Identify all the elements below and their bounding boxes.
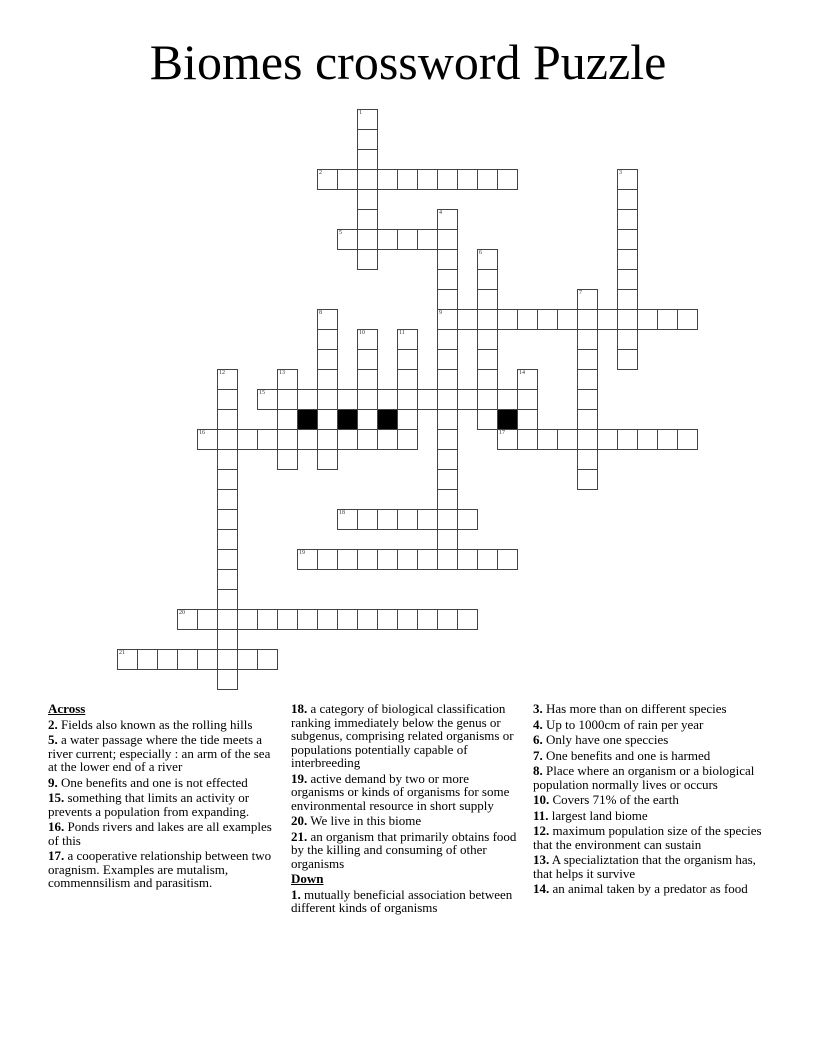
- grid-cell[interactable]: [317, 609, 338, 630]
- grid-cell[interactable]: [217, 469, 238, 490]
- grid-cell[interactable]: [437, 409, 458, 430]
- grid-cell[interactable]: [217, 509, 238, 530]
- grid-cell[interactable]: [617, 229, 638, 250]
- grid-cell[interactable]: [357, 189, 378, 210]
- clue-down-14: 14. an animal taken by a predator as food: [533, 881, 748, 896]
- grid-cell[interactable]: [317, 349, 338, 370]
- grid-cell[interactable]: [357, 389, 378, 410]
- clue-across-9: 9. One benefits and one is not effected: [48, 774, 248, 790]
- grid-cell[interactable]: [437, 529, 458, 550]
- black-cell: [337, 409, 358, 430]
- clue-number: 1: [359, 110, 362, 116]
- grid-cell[interactable]: [217, 429, 238, 450]
- clue-across-16: 16. Ponds rivers and lakes are all examples of this: [48, 819, 272, 848]
- grid-cell[interactable]: [357, 209, 378, 230]
- grid-cell[interactable]: [417, 169, 438, 190]
- grid-cell[interactable]: [437, 169, 458, 190]
- grid-cell[interactable]: [417, 229, 438, 250]
- down-heading: Down: [291, 871, 324, 886]
- grid-cell[interactable]: [417, 389, 438, 410]
- grid-cell[interactable]: [637, 309, 658, 330]
- grid-cell[interactable]: [217, 389, 238, 410]
- grid-cell[interactable]: [577, 389, 598, 410]
- grid-cell[interactable]: [397, 349, 418, 370]
- grid-cell[interactable]: [477, 389, 498, 410]
- grid-cell[interactable]: [337, 429, 358, 450]
- clue-number: 12: [219, 370, 225, 376]
- grid-cell[interactable]: [377, 429, 398, 450]
- grid-cell[interactable]: [337, 389, 358, 410]
- grid-cell[interactable]: [317, 409, 338, 430]
- clues-column-3: [533, 702, 773, 898]
- black-cell: [377, 409, 398, 430]
- grid-cell[interactable]: [577, 329, 598, 350]
- grid-cell[interactable]: [277, 409, 298, 430]
- clue-across-2: 2. Fields also known as the rolling hills: [48, 716, 253, 732]
- grid-cell[interactable]: [437, 249, 458, 270]
- grid-cell[interactable]: [357, 429, 378, 450]
- clue-across-20: 20. We live in this biome: [291, 813, 422, 828]
- grid-cell[interactable]: [457, 509, 478, 530]
- grid-cell[interactable]: [377, 509, 398, 530]
- grid-cell[interactable]: [277, 429, 298, 450]
- grid-cell[interactable]: [577, 409, 598, 430]
- grid-cell[interactable]: [357, 609, 378, 630]
- clue-number: 15: [259, 390, 265, 396]
- grid-cell[interactable]: [217, 629, 238, 650]
- grid-cell[interactable]: [397, 229, 418, 250]
- clue-number: 14: [519, 370, 525, 376]
- clue-number: 3: [619, 170, 622, 176]
- grid-cell[interactable]: [117, 649, 138, 670]
- grid-cell[interactable]: [417, 549, 438, 570]
- grid-cell[interactable]: [617, 289, 638, 310]
- clue-number: 7: [579, 290, 582, 296]
- grid-cell[interactable]: [137, 649, 158, 670]
- grid-cell[interactable]: [497, 309, 518, 330]
- grid-cell[interactable]: [237, 649, 258, 670]
- grid-cell[interactable]: [317, 329, 338, 350]
- grid-cell[interactable]: [497, 389, 518, 410]
- clue-down-11: 11. largest land biome: [533, 807, 648, 823]
- grid-cell[interactable]: [357, 509, 378, 530]
- grid-cell[interactable]: [277, 369, 298, 390]
- grid-cell[interactable]: [217, 669, 238, 690]
- grid-cell[interactable]: [217, 649, 238, 670]
- grid-cell[interactable]: [197, 649, 218, 670]
- clue-number: 20: [179, 610, 185, 616]
- grid-cell[interactable]: [437, 329, 458, 350]
- grid-cell[interactable]: [557, 429, 578, 450]
- grid-cell[interactable]: [297, 549, 318, 570]
- grid-cell[interactable]: [317, 169, 338, 190]
- grid-cell[interactable]: [477, 289, 498, 310]
- grid-cell[interactable]: [337, 229, 358, 250]
- grid-cell[interactable]: [257, 609, 278, 630]
- grid-cell[interactable]: [217, 489, 238, 510]
- grid-cell[interactable]: [597, 429, 618, 450]
- clue-across-18: 18. a category of biological classification ranking immediately below the genus or subgenus, comprising related organisms or populations potentially capable of interbreeding: [291, 701, 514, 770]
- grid-cell[interactable]: [337, 609, 358, 630]
- grid-cell[interactable]: [497, 169, 518, 190]
- grid-cell[interactable]: [177, 649, 198, 670]
- clues-column-2: [291, 702, 523, 917]
- grid-cell[interactable]: [517, 369, 538, 390]
- grid-cell[interactable]: [357, 369, 378, 390]
- black-cell: [497, 409, 518, 430]
- grid-cell[interactable]: [617, 349, 638, 370]
- clues-column-1: [48, 702, 280, 892]
- grid-cell[interactable]: [357, 409, 378, 430]
- clue-down-12: 12. maximum population size of the species that the environment can sustain: [533, 823, 762, 852]
- clue-down-7: 7. One benefits and one is harmed: [533, 747, 711, 763]
- grid-cell[interactable]: [437, 369, 458, 390]
- grid-cell[interactable]: [397, 509, 418, 530]
- grid-cell[interactable]: [617, 429, 638, 450]
- grid-cell[interactable]: [277, 609, 298, 630]
- grid-cell[interactable]: [517, 389, 538, 410]
- clue-down-1: 1. mutually beneficial association between different kinds of organisms: [291, 886, 513, 915]
- grid-cell[interactable]: [457, 309, 478, 330]
- clue-down-13: 13. A specializtation that the organism has, that helps it survive: [533, 852, 756, 881]
- grid-cell[interactable]: [617, 249, 638, 270]
- grid-cell[interactable]: [217, 569, 238, 590]
- grid-cell[interactable]: [577, 289, 598, 310]
- grid-cell[interactable]: [357, 229, 378, 250]
- grid-cell[interactable]: [317, 549, 338, 570]
- grid-cell[interactable]: [497, 429, 518, 450]
- clue-number: 21: [119, 650, 125, 656]
- grid-cell[interactable]: [357, 169, 378, 190]
- grid-cell[interactable]: [357, 249, 378, 270]
- grid-cell[interactable]: [337, 549, 358, 570]
- grid-cell[interactable]: [317, 309, 338, 330]
- grid-cell[interactable]: [217, 589, 238, 610]
- grid-cell[interactable]: [357, 349, 378, 370]
- grid-cell[interactable]: [377, 549, 398, 570]
- grid-cell[interactable]: [457, 169, 478, 190]
- clue-number: 10: [359, 330, 365, 336]
- grid-cell[interactable]: [437, 609, 458, 630]
- grid-cell[interactable]: [577, 429, 598, 450]
- black-cell: [297, 409, 318, 430]
- grid-cell[interactable]: [197, 609, 218, 630]
- clue-number: 18: [339, 510, 345, 516]
- grid-cell[interactable]: [257, 429, 278, 450]
- grid-cell[interactable]: [317, 389, 338, 410]
- grid-cell[interactable]: [297, 389, 318, 410]
- grid-cell[interactable]: [397, 369, 418, 390]
- grid-cell[interactable]: [517, 309, 538, 330]
- grid-cell[interactable]: [297, 609, 318, 630]
- grid-cell[interactable]: [437, 309, 458, 330]
- clue-down-8: 8. Place where an organism or a biological population normally lives or occurs: [533, 763, 755, 792]
- grid-cell[interactable]: [217, 549, 238, 570]
- clue-down-10: 10. Covers 71% of the earth: [533, 792, 679, 807]
- clue-number: 6: [479, 250, 482, 256]
- grid-cell[interactable]: [637, 429, 658, 450]
- grid-cell[interactable]: [177, 609, 198, 630]
- grid-cell[interactable]: [537, 309, 558, 330]
- grid-cell[interactable]: [397, 609, 418, 630]
- across-heading: Across: [48, 701, 86, 716]
- clue-number: 13: [279, 370, 285, 376]
- grid-cell[interactable]: [537, 429, 558, 450]
- clue-down-4: 4. Up to 1000cm of rain per year: [533, 716, 704, 732]
- clue-across-15: 15. something that limits an activity or prevents a population from expanding.: [48, 790, 250, 819]
- clue-down-6: 6. Only have one speccies: [533, 732, 669, 747]
- grid-cell[interactable]: [357, 129, 378, 150]
- clue-number: 5: [339, 230, 342, 236]
- grid-cell[interactable]: [357, 109, 378, 130]
- grid-cell[interactable]: [237, 609, 258, 630]
- grid-cell[interactable]: [617, 329, 638, 350]
- grid-cell[interactable]: [577, 349, 598, 370]
- grid-cell[interactable]: [477, 549, 498, 570]
- grid-cell[interactable]: [477, 249, 498, 270]
- grid-cell[interactable]: [477, 349, 498, 370]
- clue-across-21: 21. an organism that primarily obtains food by the killing and consuming of other organisms: [291, 828, 517, 871]
- grid-cell[interactable]: [237, 429, 258, 450]
- grid-cell[interactable]: [617, 269, 638, 290]
- grid-cell[interactable]: [477, 409, 498, 430]
- grid-cell[interactable]: [417, 509, 438, 530]
- grid-cell[interactable]: [657, 309, 678, 330]
- grid-cell[interactable]: [397, 329, 418, 350]
- grid-cell[interactable]: [217, 369, 238, 390]
- grid-cell[interactable]: [437, 229, 458, 250]
- clue-number: 19: [299, 550, 305, 556]
- grid-cell[interactable]: [357, 149, 378, 170]
- grid-cell[interactable]: [437, 449, 458, 470]
- grid-cell[interactable]: [577, 309, 598, 330]
- clue-down-3: 3. Has more than on different species: [533, 701, 727, 716]
- grid-cell[interactable]: [577, 449, 598, 470]
- grid-cell[interactable]: [617, 169, 638, 190]
- grid-cell[interactable]: [437, 289, 458, 310]
- grid-cell[interactable]: [217, 409, 238, 430]
- grid-cell[interactable]: [477, 309, 498, 330]
- grid-cell[interactable]: [397, 169, 418, 190]
- grid-cell[interactable]: [197, 429, 218, 450]
- grid-cell[interactable]: [217, 529, 238, 550]
- grid-cell[interactable]: [617, 209, 638, 230]
- grid-cell[interactable]: [277, 449, 298, 470]
- grid-cell[interactable]: [437, 349, 458, 370]
- grid-cell[interactable]: [377, 169, 398, 190]
- grid-cell[interactable]: [437, 489, 458, 510]
- grid-cell[interactable]: [477, 369, 498, 390]
- clue-number: 16: [199, 430, 205, 436]
- grid-cell[interactable]: [477, 269, 498, 290]
- grid-cell[interactable]: [397, 429, 418, 450]
- clue-number: 11: [399, 330, 405, 336]
- grid-cell[interactable]: [257, 649, 278, 670]
- clue-across-5: 5. a water passage where the tide meets a river current; especially : an arm of the sea at the lower end of a river: [48, 732, 271, 774]
- grid-cell[interactable]: [157, 649, 178, 670]
- grid-cell[interactable]: [677, 309, 698, 330]
- grid-cell[interactable]: [437, 549, 458, 570]
- grid-cell[interactable]: [577, 369, 598, 390]
- clue-number: 9: [439, 310, 442, 316]
- grid-cell[interactable]: [317, 369, 338, 390]
- grid-cell[interactable]: [457, 389, 478, 410]
- grid-cell[interactable]: [297, 429, 318, 450]
- grid-cell[interactable]: [497, 549, 518, 570]
- grid-cell[interactable]: [557, 309, 578, 330]
- grid-cell[interactable]: [457, 609, 478, 630]
- clue-number: 4: [439, 210, 442, 216]
- clue-across-19: 19. active demand by two or more organisms or kinds of organisms for some environmental resource in short supply: [291, 770, 510, 813]
- clue-number: 2: [319, 170, 322, 176]
- grid-cell[interactable]: [357, 329, 378, 350]
- grid-cell[interactable]: [317, 449, 338, 470]
- grid-cell[interactable]: [417, 609, 438, 630]
- grid-cell[interactable]: [357, 549, 378, 570]
- grid-cell[interactable]: [277, 389, 298, 410]
- grid-cell[interactable]: [437, 209, 458, 230]
- grid-cell[interactable]: [437, 509, 458, 530]
- grid-cell[interactable]: [217, 609, 238, 630]
- clue-number: 17: [499, 430, 505, 436]
- grid-cell[interactable]: [377, 609, 398, 630]
- clue-across-17: 17. a cooperative relationship between two oragnism. Examples are mutalism, commennsilism and parasitism.: [48, 848, 272, 890]
- grid-cell[interactable]: [577, 469, 598, 490]
- grid-cell[interactable]: [337, 169, 358, 190]
- grid-cell[interactable]: [217, 449, 238, 470]
- grid-cell[interactable]: [657, 429, 678, 450]
- grid-cell[interactable]: [337, 509, 358, 530]
- grid-cell[interactable]: [397, 549, 418, 570]
- grid-cell[interactable]: [517, 409, 538, 430]
- grid-cell[interactable]: [477, 169, 498, 190]
- grid-cell[interactable]: [517, 429, 538, 450]
- grid-cell[interactable]: [617, 189, 638, 210]
- grid-cell[interactable]: [457, 549, 478, 570]
- grid-cell[interactable]: [377, 229, 398, 250]
- grid-cell[interactable]: [617, 309, 638, 330]
- grid-cell[interactable]: [437, 429, 458, 450]
- grid-cell[interactable]: [317, 429, 338, 450]
- grid-cell[interactable]: [437, 269, 458, 290]
- grid-cell[interactable]: [477, 329, 498, 350]
- grid-cell[interactable]: [677, 429, 698, 450]
- grid-cell[interactable]: [257, 389, 278, 410]
- page-title: Biomes crossword Puzzle: [149, 34, 667, 90]
- grid-cell[interactable]: [437, 469, 458, 490]
- grid-cell[interactable]: [437, 389, 458, 410]
- grid-cell[interactable]: [397, 409, 418, 430]
- clue-number: 8: [319, 310, 322, 316]
- grid-cell[interactable]: [377, 389, 398, 410]
- grid-cell[interactable]: [597, 309, 618, 330]
- grid-cell[interactable]: [397, 389, 418, 410]
